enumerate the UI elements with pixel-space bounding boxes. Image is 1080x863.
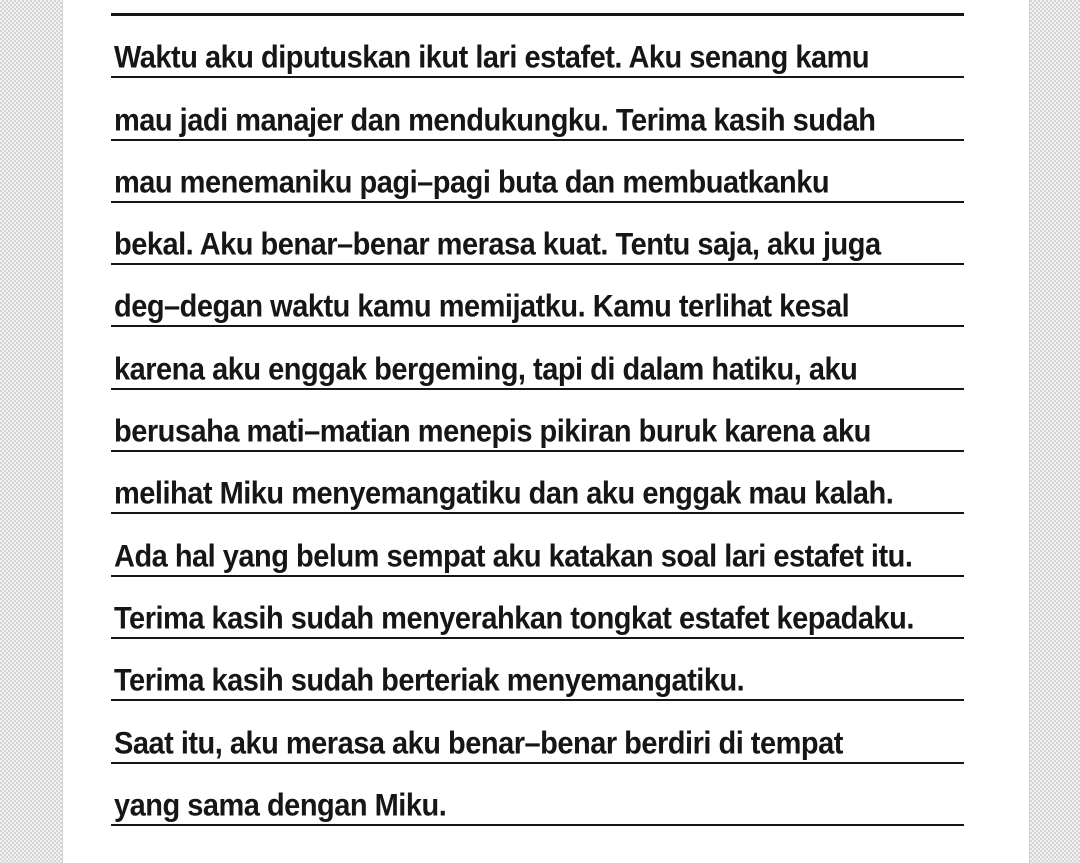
- manga-text-page: [62, 0, 1030, 863]
- handwritten-line: Ada hal yang belum sempat aku katakan soal lari estafet itu.: [114, 539, 913, 574]
- text-row: [111, 265, 964, 327]
- handwritten-line: mau menemaniku pagi–pagi buta dan membuatkanku: [114, 165, 830, 200]
- text-row: [111, 390, 964, 452]
- handwritten-line: berusaha mati–matian menepis pikiran buruk karena aku: [114, 414, 871, 450]
- handwritten-line: deg–degan waktu kamu memijatku. Kamu terlihat kesal: [114, 290, 850, 325]
- text-row: [111, 327, 964, 389]
- ruled-line: [111, 824, 964, 826]
- text-row: [111, 16, 964, 78]
- text-row: [111, 141, 964, 203]
- handwritten-line: Terima kasih sudah menyerahkan tongkat estafet kepadaku.: [114, 601, 914, 637]
- handwritten-line: yang sama dengan Miku.: [114, 788, 447, 823]
- text-row: [111, 701, 964, 763]
- handwritten-line: karena aku enggak bergeming, tapi di dalam hatiku, aku: [114, 352, 858, 387]
- text-row: [111, 577, 964, 639]
- handwritten-line: melihat Miku menyemangatiku dan aku enggak mau kalah.: [114, 476, 894, 512]
- handwritten-line: Saat itu, aku merasa aku benar–benar berdiri di tempat: [114, 726, 843, 761]
- text-row: [111, 203, 964, 265]
- text-row: [111, 764, 964, 826]
- handwritten-line: Terima kasih sudah berteriak menyemangatiku.: [114, 663, 745, 699]
- ruled-text-block: [111, 13, 964, 826]
- text-row: [111, 78, 964, 140]
- text-row: [111, 639, 964, 701]
- handwritten-line: Waktu aku diputuskan ikut lari estafet. Aku senang kamu: [114, 40, 870, 76]
- handwritten-line: mau jadi manajer dan mendukungku. Terima kasih sudah: [114, 103, 876, 138]
- handwritten-line: bekal. Aku benar–benar merasa kuat. Tentu saja, aku juga: [114, 227, 881, 263]
- text-row: [111, 452, 964, 514]
- text-row: [111, 514, 964, 576]
